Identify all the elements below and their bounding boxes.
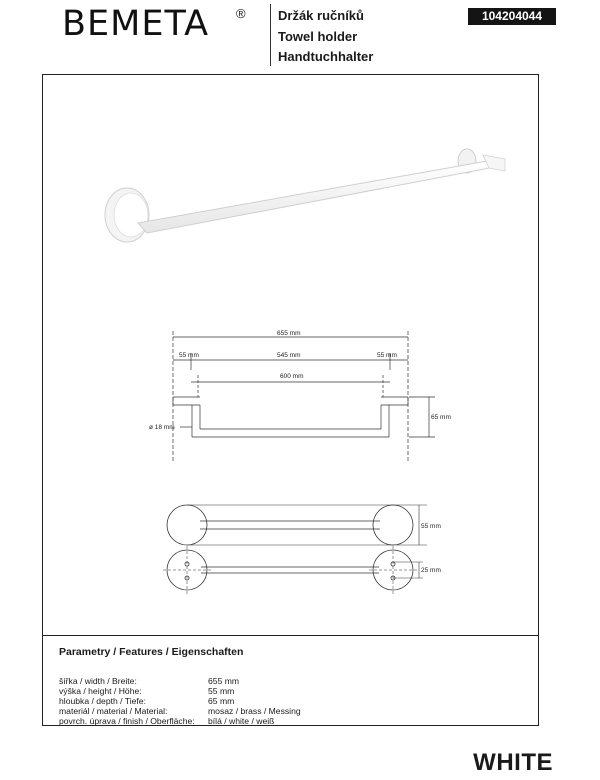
- features-panel: [42, 636, 539, 726]
- dim-diameter-label: ø 18 mm: [149, 424, 175, 431]
- product-name-de: Handtuchhalter: [278, 49, 374, 64]
- feature-value-material: mosaz / brass / Messing: [208, 706, 301, 716]
- feature-value-depth: 65 mm: [208, 696, 235, 706]
- feature-label-depth: hloubka / depth / Tiefe:: [59, 696, 146, 706]
- mounting-view: [163, 546, 423, 594]
- dim-total-label: 655 mm: [277, 330, 301, 337]
- feature-label-material: materiál / material / Material:: [59, 706, 168, 716]
- registered-mark: ®: [236, 6, 246, 21]
- dim-base-label: 25 mm: [421, 567, 441, 574]
- product-name-en: Towel holder: [278, 28, 358, 44]
- header-divider: [270, 4, 271, 66]
- front-view: [167, 505, 427, 545]
- product-name-cz: Držák ručníků: [278, 8, 364, 23]
- dim-height-label: 55 mm: [421, 523, 441, 530]
- dim-inner-label: 600 mm: [280, 373, 304, 380]
- dim-middle-label: 545 mm: [277, 352, 301, 359]
- dim-depth-label: 65 mm: [431, 414, 451, 421]
- feature-label-finish: povrch. úprava / finish / Oberfläche:: [59, 716, 195, 726]
- features-title: Parametry / Features / Eigenschaften: [59, 646, 244, 658]
- product-render: [105, 149, 505, 242]
- feature-value-width: 655 mm: [208, 676, 240, 686]
- feature-label-width: šířka / width / Breite:: [59, 676, 137, 686]
- technical-drawing: [43, 75, 540, 637]
- drawing-frame: [42, 74, 539, 636]
- dim-right-label: 55 mm: [377, 352, 397, 359]
- feature-label-height: výška / height / Höhe:: [59, 686, 142, 696]
- brand-logo: BEMETA: [62, 4, 210, 44]
- feature-value-finish: bílá / white / weiß: [208, 716, 275, 726]
- feature-value-height: 55 mm: [208, 686, 235, 696]
- color-label: WHITE: [473, 749, 553, 776]
- side-view: [173, 331, 435, 461]
- product-titles: [278, 6, 373, 68]
- dim-left-label: 55 mm: [179, 352, 199, 359]
- product-code-badge: 104204044: [468, 8, 556, 25]
